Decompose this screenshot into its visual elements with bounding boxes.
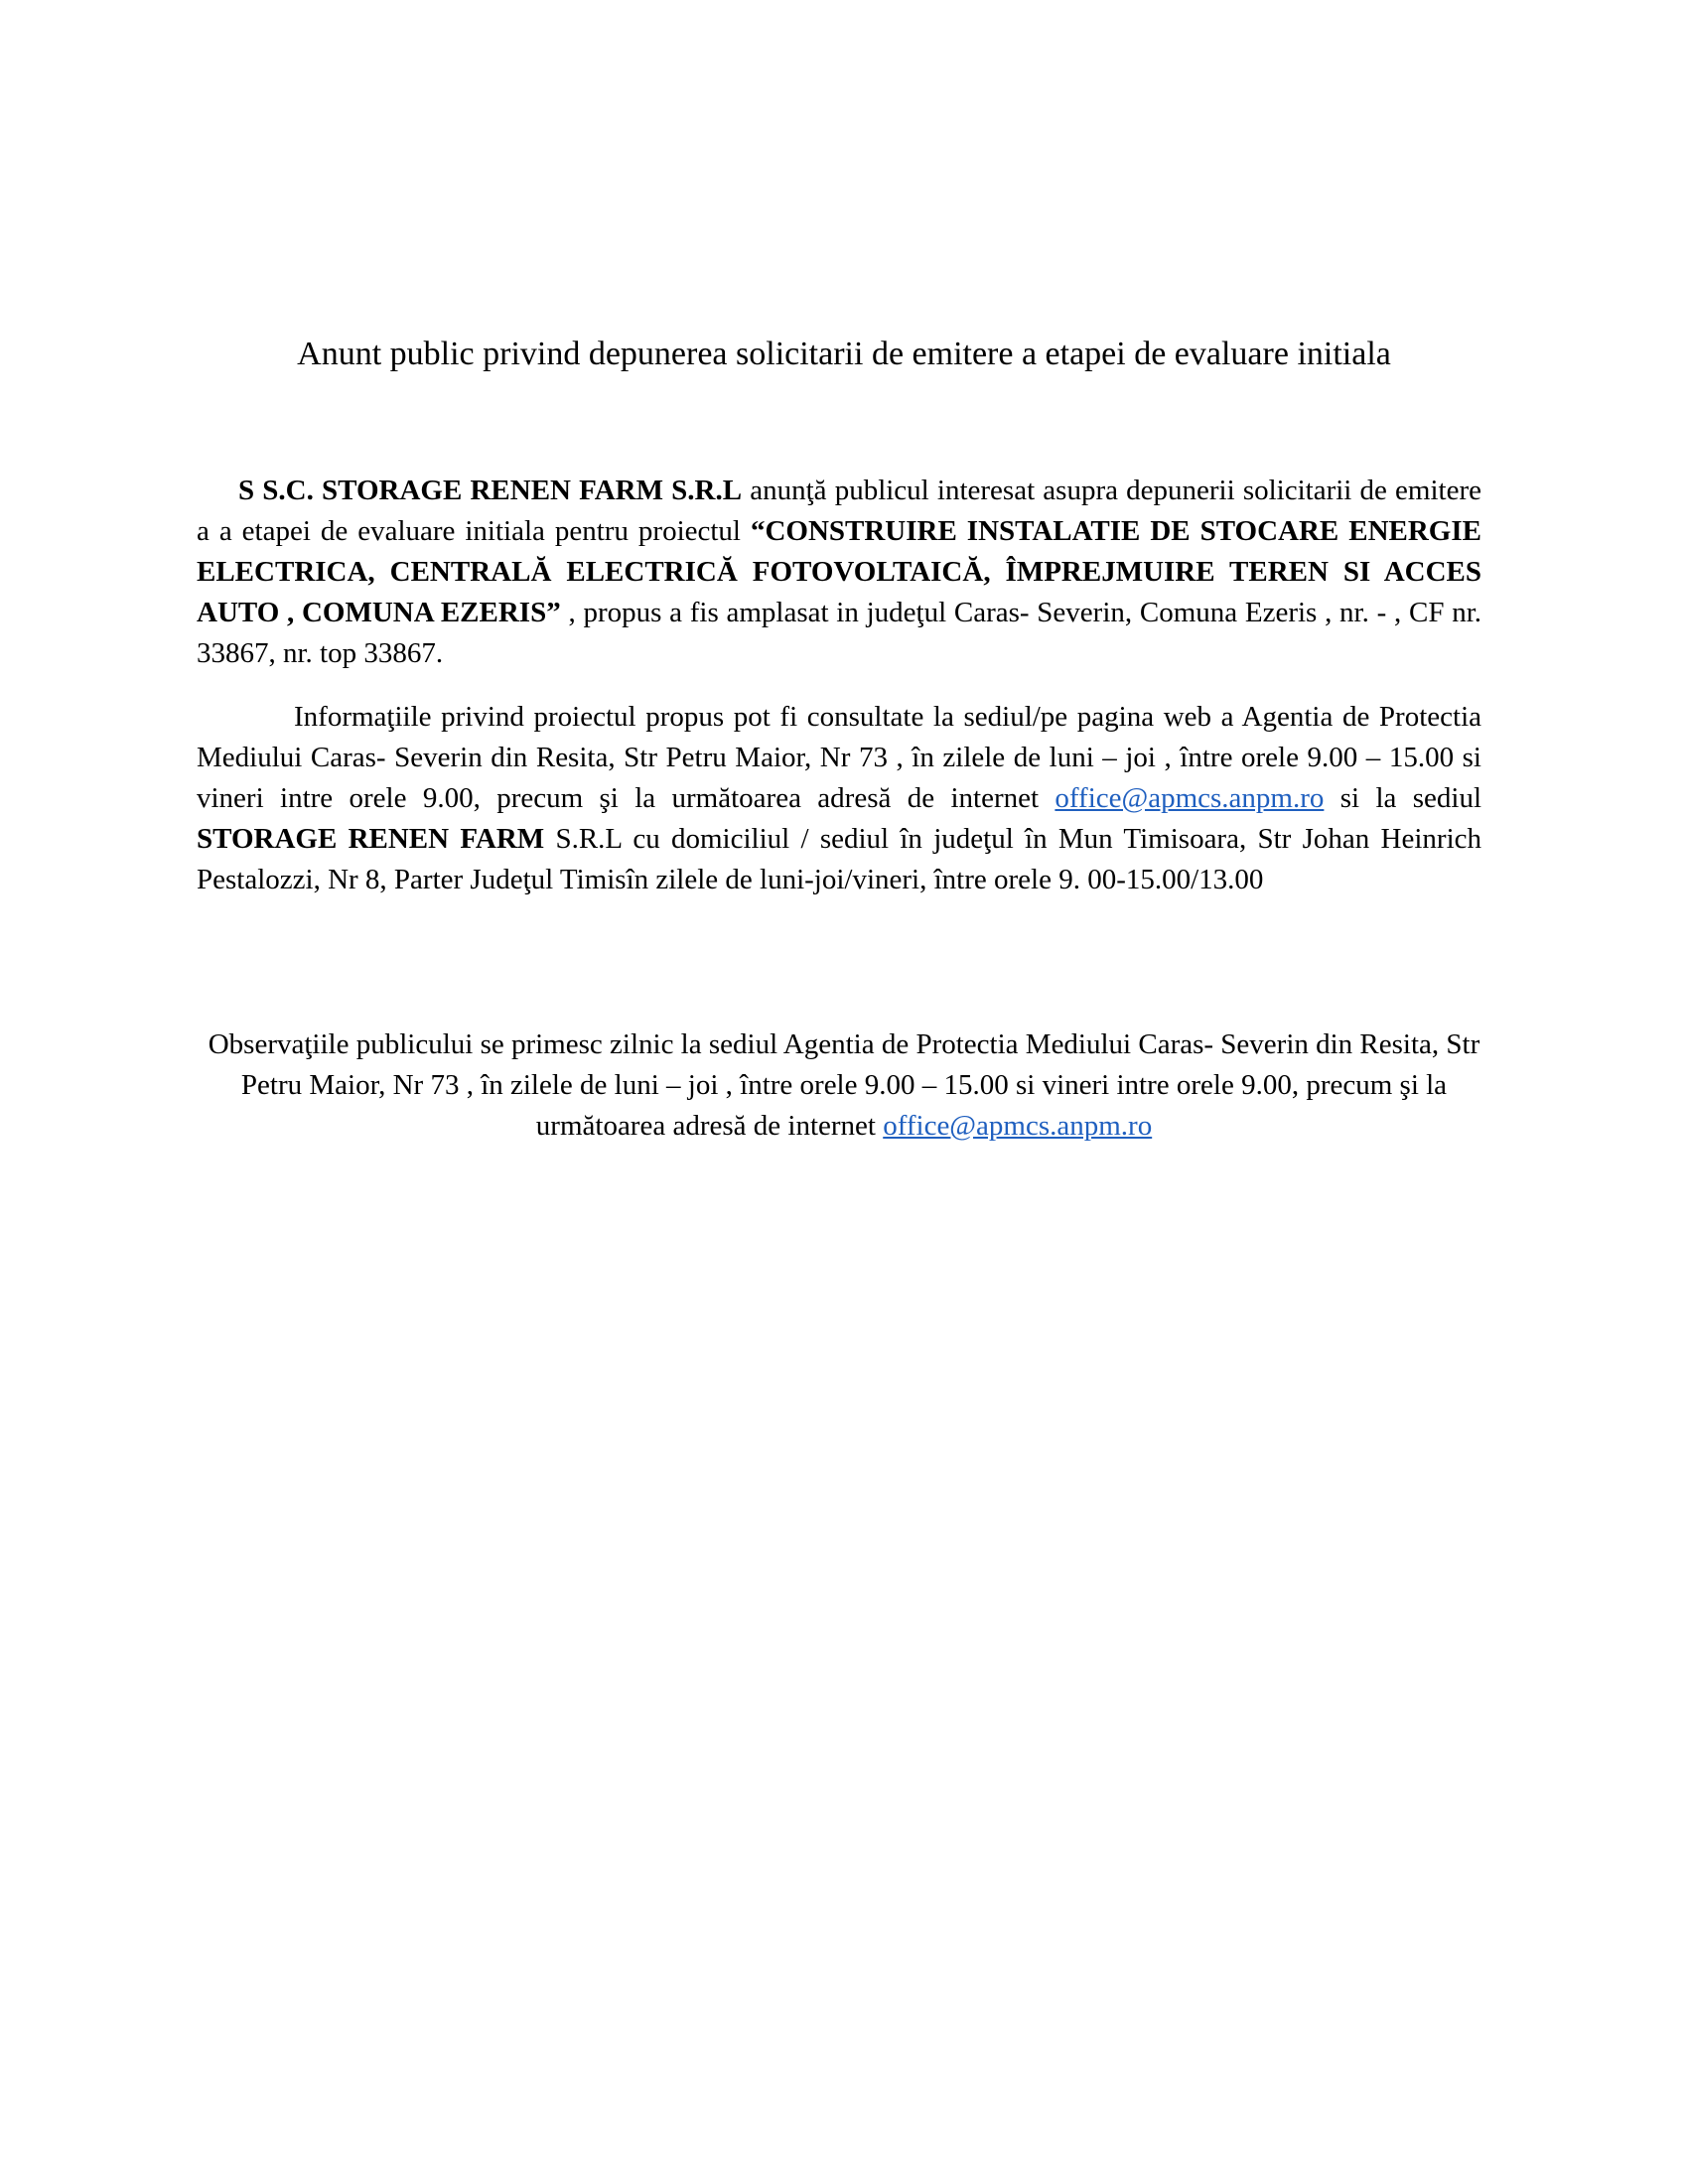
address-text: S.R.L cu domiciliul / sediul în judeţul în Mun Timisoara, Str Johan Heinrich Pestalozzi, Nr 8, Parter Judeţul Timisîn zilele de luni-joi/vineri, între orele 9. 00-15.00/13.00 [197,823,1482,895]
company-name: S S.C. STORAGE RENEN FARM S.R.L [238,475,743,506]
observations-paragraph [189,1024,1499,1147]
announcement-text: anunţă publicul interesat asupra depunerii solicitarii de emitere a a etapei de evaluare initiala pentru proiectul [197,475,1481,547]
consultation-text: Informaţiile privind proiectul propus pot fi consultate la sediul/pe pagina web a Agentia de Protectia Mediului Caras- Severin din Resita, Str Petru Maior, Nr 73 , în zilele de luni – joi , între orele 9.00 – 15.00 si vineri intre orele 9.00, precum şi la următoarea adresă de internet [197,701,1481,814]
email-link[interactable]: office@apmcs.anpm.ro [1055,782,1325,814]
location-text: , propus a fis amplasat in judeţul Caras- Severin, Comuna Ezeris , nr. - , CF nr. 33867, nr. top 33867. [197,597,1481,669]
email-link-observations[interactable]: office@apmcs.anpm.ro [883,1110,1153,1142]
project-name: “CONSTRUIRE INSTALATIE DE STOCARE ENERGIE ELECTRICA, CENTRALĂ ELECTRICĂ FOTOVOLTAICĂ, ÎMPREJMUIRE TEREN SI ACCES AUTO , COMUNA EZERIS” [197,515,1481,628]
observations-text: Observaţiile publicului se primesc zilnic la sediul Agentia de Protectia Mediului Caras- Severin din Resita, Str Petru Maior, Nr 73 , în zilele de luni – joi , între orele 9.00 – 15.00 si vineri intre orele 9.00, precum şi la următoarea adresă de internet [208,1028,1480,1142]
page-title: Anunt public privind depunerea solicitarii de emitere a etapei de evaluare initiala [297,336,1391,372]
headquarters-text: si la sediul [1324,782,1482,814]
announcement-paragraph [197,471,1481,674]
information-paragraph [197,697,1481,900]
company-name-short: STORAGE RENEN FARM [197,823,545,855]
